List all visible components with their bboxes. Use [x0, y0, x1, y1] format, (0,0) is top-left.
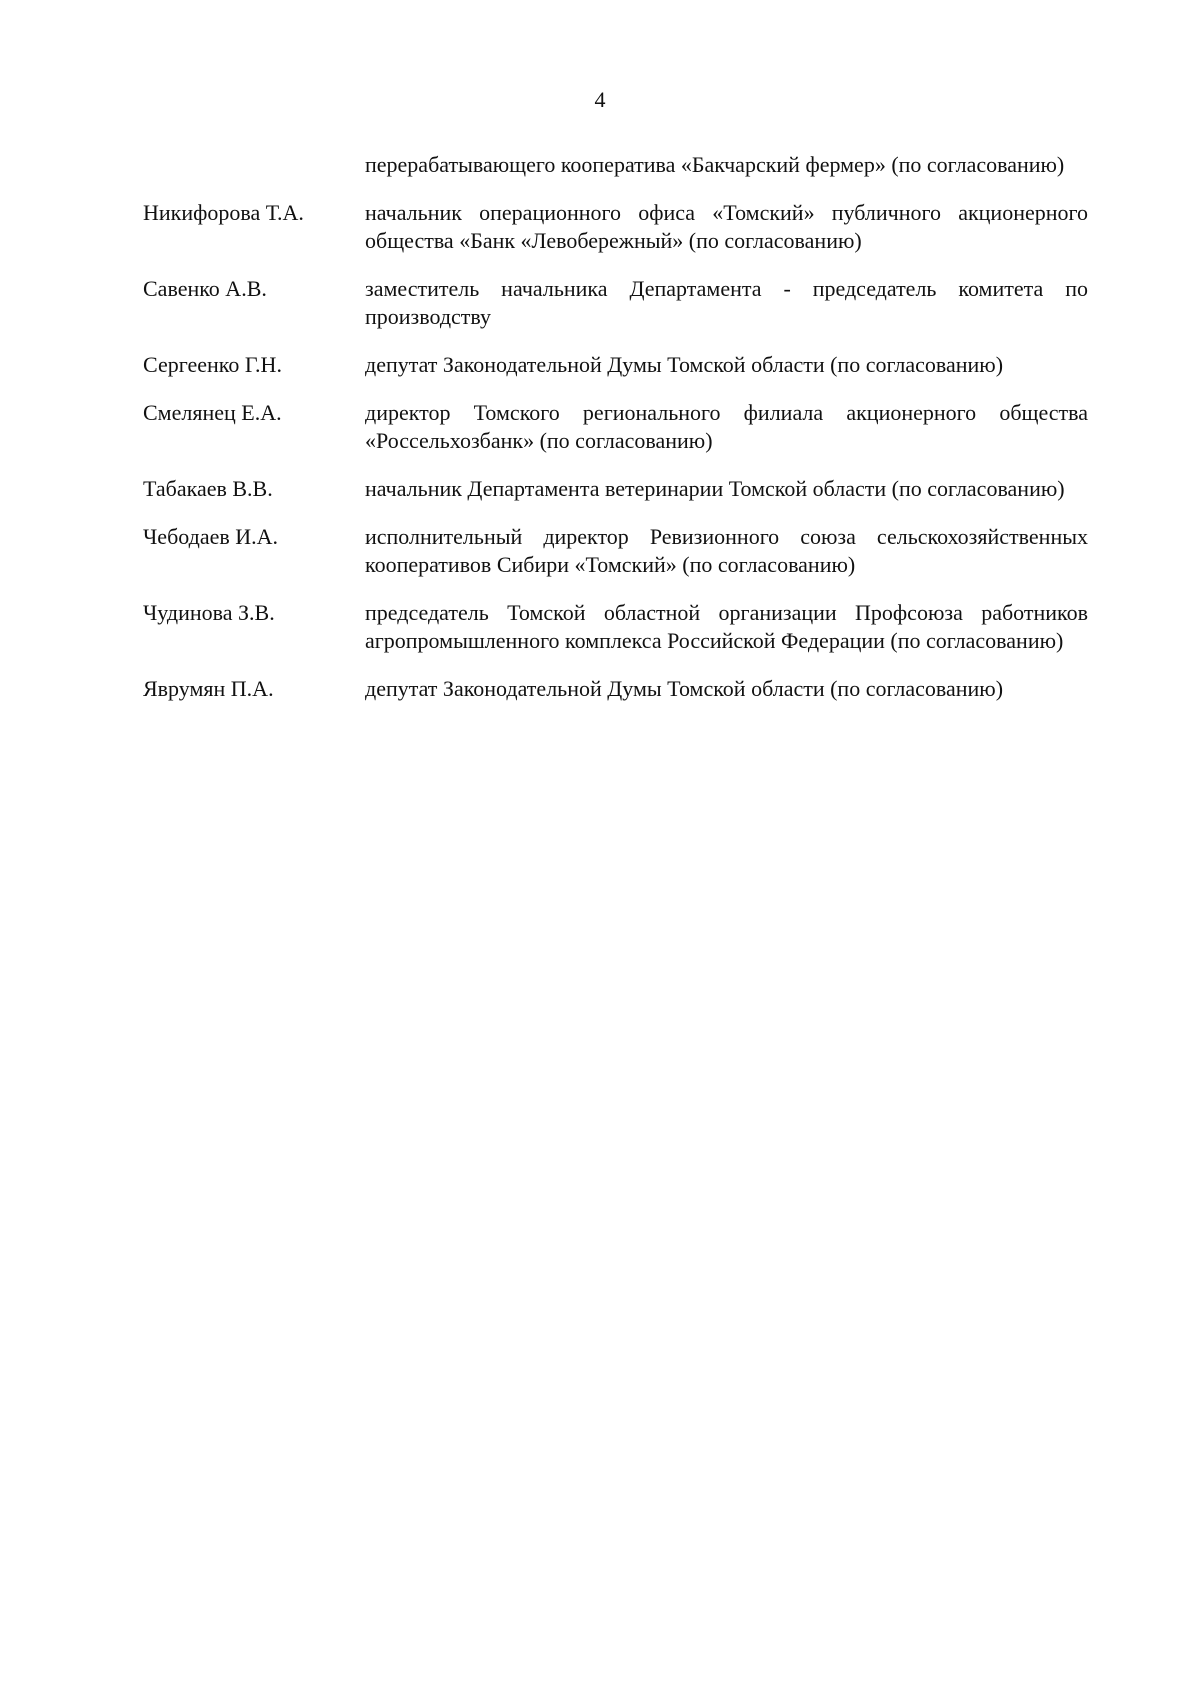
member-role: депутат Законодательной Думы Томской области (по согласованию)	[365, 676, 1004, 701]
member-name: Чебодаев И.А.	[143, 524, 279, 549]
member-role: перерабатывающего кооператива «Бакчарский фермер» (по согласованию)	[365, 152, 1065, 177]
member-name: Табакаев В.В.	[143, 476, 273, 501]
member-row	[143, 399, 1088, 455]
member-row-continuation	[143, 151, 1088, 179]
member-name: Чудинова З.В.	[143, 600, 275, 625]
member-row	[143, 275, 1088, 331]
member-name: Савенко А.В.	[143, 276, 267, 301]
member-row	[143, 599, 1088, 655]
member-name: Яврумян П.А.	[143, 676, 274, 701]
member-row	[143, 199, 1088, 255]
member-role: директор Томского регионального филиала акционерного общества «Россельхозбанк» (по согласованию)	[365, 400, 1088, 453]
member-name: Никифорова Т.А.	[143, 200, 304, 225]
member-name: Сергеенко Г.Н.	[143, 352, 282, 377]
member-role: председатель Томской областной организации Профсоюза работников агропромышленного комплекса Российской Федерации (по согласованию)	[365, 600, 1088, 653]
member-name: Смелянец Е.А.	[143, 400, 282, 425]
member-row	[143, 351, 1088, 379]
member-role: исполнительный директор Ревизионного союза сельскохозяйственных кооперативов Сибири «Томский» (по согласованию)	[365, 524, 1088, 577]
member-role: заместитель начальника Департамента - председатель комитета по производству	[365, 276, 1088, 329]
member-role: начальник Департамента ветеринарии Томской области (по согласованию)	[365, 476, 1065, 501]
member-row	[143, 475, 1088, 503]
member-role: начальник операционного офиса «Томский» публичного акционерного общества «Банк «Левобережный» (по согласованию)	[365, 200, 1088, 253]
member-row	[143, 523, 1088, 579]
member-row	[143, 675, 1088, 703]
page-number: 4	[594, 87, 606, 112]
member-role: депутат Законодательной Думы Томской области (по согласованию)	[365, 352, 1004, 377]
member-list	[143, 151, 1088, 723]
